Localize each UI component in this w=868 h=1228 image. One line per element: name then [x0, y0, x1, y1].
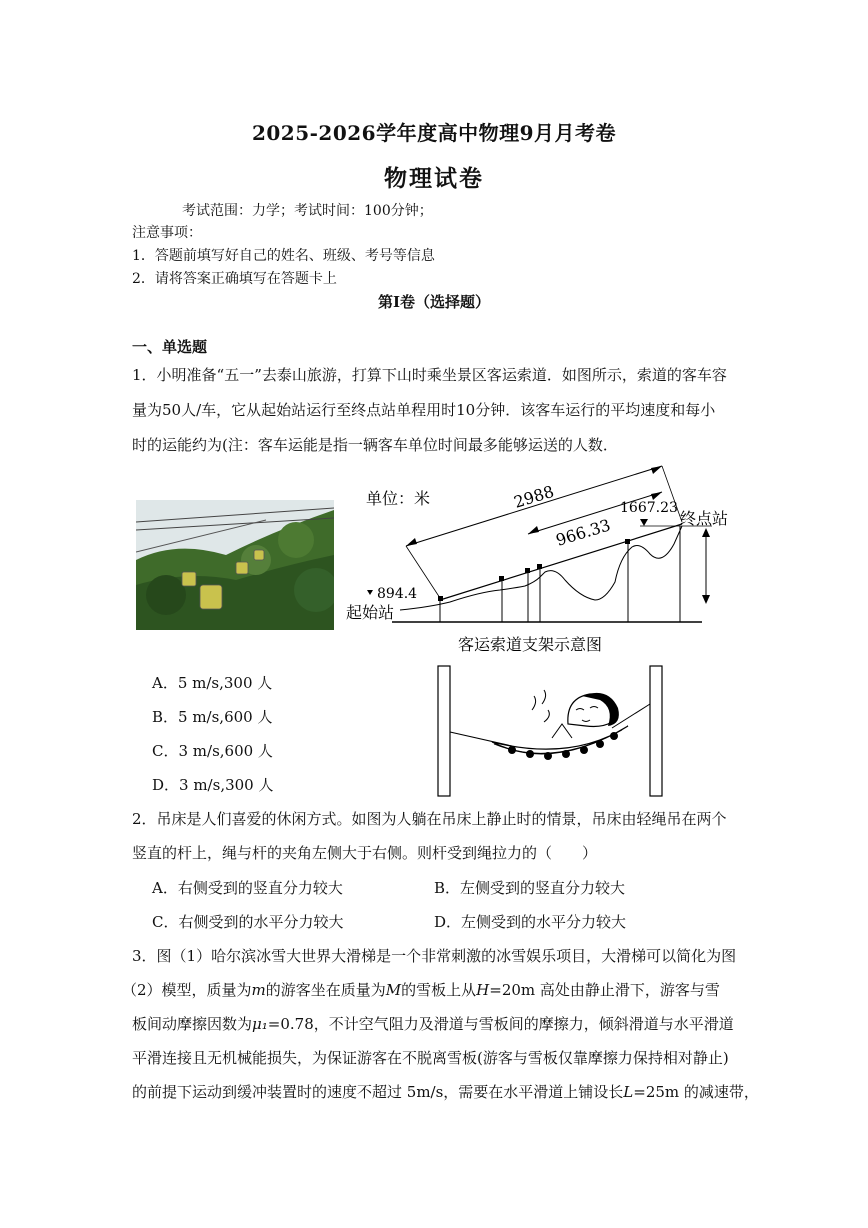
q1-line-2: 量为50人/车，它从起始站运行至终点站单程用时10分钟．该客车运行的平均速度和每小	[132, 401, 716, 419]
q2-option-a: A．右侧受到的竖直分力较大	[152, 879, 343, 897]
diagram-unit-label: 单位：米	[366, 489, 431, 508]
q1-option-d: D．3 m/s,300 人	[152, 776, 274, 794]
q2-line-2: 竖直的杆上，绳与杆的夹角左侧大于右侧。则杆受到绳拉力的（ ）	[132, 844, 598, 862]
q3-line-2	[122, 979, 720, 1000]
q3-text: 的游客坐在质量为	[265, 981, 386, 999]
q3-var-m: m	[251, 981, 266, 999]
diagram-start-label: 起始站	[346, 603, 395, 622]
exam-title: 2025-2026学年度高中物理9月月考卷	[251, 121, 617, 145]
note-2: 2．请将答案正确填写在答题卡上	[132, 271, 337, 287]
diagram-caption: 客运索道支架示意图	[458, 635, 603, 654]
q2-option-d: D．左侧受到的水平分力较大	[434, 913, 627, 931]
q1-option-a: A．5 m/s,300 人	[152, 674, 273, 692]
diagram-length-label: 2988	[511, 481, 557, 512]
diagram-bottom-height: 894.4	[377, 586, 418, 602]
diagram-top-height: 1667.23	[620, 500, 678, 516]
q2-option-b: B．左侧受到的竖直分力较大	[434, 879, 626, 897]
exam-subtitle: 物理试卷	[384, 165, 484, 192]
diagram-end-label: 终点站	[680, 509, 729, 528]
q3-var-L: L	[623, 1083, 634, 1101]
q3-line-1: 3．图（1）哈尔滨冰雪大世界大滑梯是一个非常刺激的冰雪娱乐项目，大滑梯可以简化为图	[132, 947, 737, 965]
q3-text: =25m 的减速带，	[633, 1083, 759, 1101]
hammock-illustration	[432, 664, 668, 798]
q3-var-M: M	[385, 981, 402, 999]
q2-option-c: C．右侧受到的水平分力较大	[152, 913, 344, 931]
cableway-diagram	[340, 462, 740, 662]
q1-line-3: 时的运能约为(注：客车运能是指一辆客车单位时间最多能够运送的人数．	[132, 436, 618, 454]
q3-text: =20m 高处由静止滑下，游客与雪	[489, 981, 720, 999]
q3-text: 板间动摩擦因数为	[132, 1015, 253, 1033]
note-1: 1．答题前填写好自己的姓名、班级、考号等信息	[132, 248, 435, 264]
diagram-partial-label: 966.33	[553, 515, 613, 550]
q1-option-c: C．3 m/s,600 人	[152, 742, 273, 760]
notes-title: 注意事项：	[132, 225, 202, 241]
q3-var-H: H	[476, 981, 490, 999]
q1-line-1: 1．小明准备“五一”去泰山旅游，打算下山时乘坐景区客运索道．如图所示，索道的客车容	[132, 366, 727, 384]
q3-line-3	[132, 1013, 734, 1034]
q3-line-4: 平滑连接且无机械能损失，为保证游客在不脱离雪板(游客与雪板仅靠摩擦力保持相对静止)	[132, 1049, 729, 1067]
part-heading: 一、单选题	[132, 338, 208, 356]
q3-text: =0.78，不计空气阻力及滑道与雪板间的摩擦力，倾斜滑道与水平滑道	[267, 1015, 734, 1033]
q3-text: 的前提下运动到缓冲装置时的速度不超过 5m/s，需要在水平滑道上铺设长	[132, 1083, 624, 1101]
q3-var-mu: μ₁	[252, 1015, 268, 1033]
q3-text: （2）模型，质量为	[122, 981, 252, 999]
cable-car-photo	[136, 500, 334, 630]
q3-line-5	[132, 1081, 759, 1102]
section-title: 第Ⅰ卷（选择题）	[377, 293, 491, 311]
q3-text: 的雪板上从	[401, 981, 477, 999]
q2-line-1: 2．吊床是人们喜爱的休闲方式。如图为人躺在吊床上静止时的情景，吊床由轻绳吊在两个	[132, 810, 727, 828]
q1-option-b: B．5 m/s,600 人	[152, 708, 273, 726]
exam-info: 考试范围：力学；考试时间：100分钟；	[182, 203, 433, 219]
